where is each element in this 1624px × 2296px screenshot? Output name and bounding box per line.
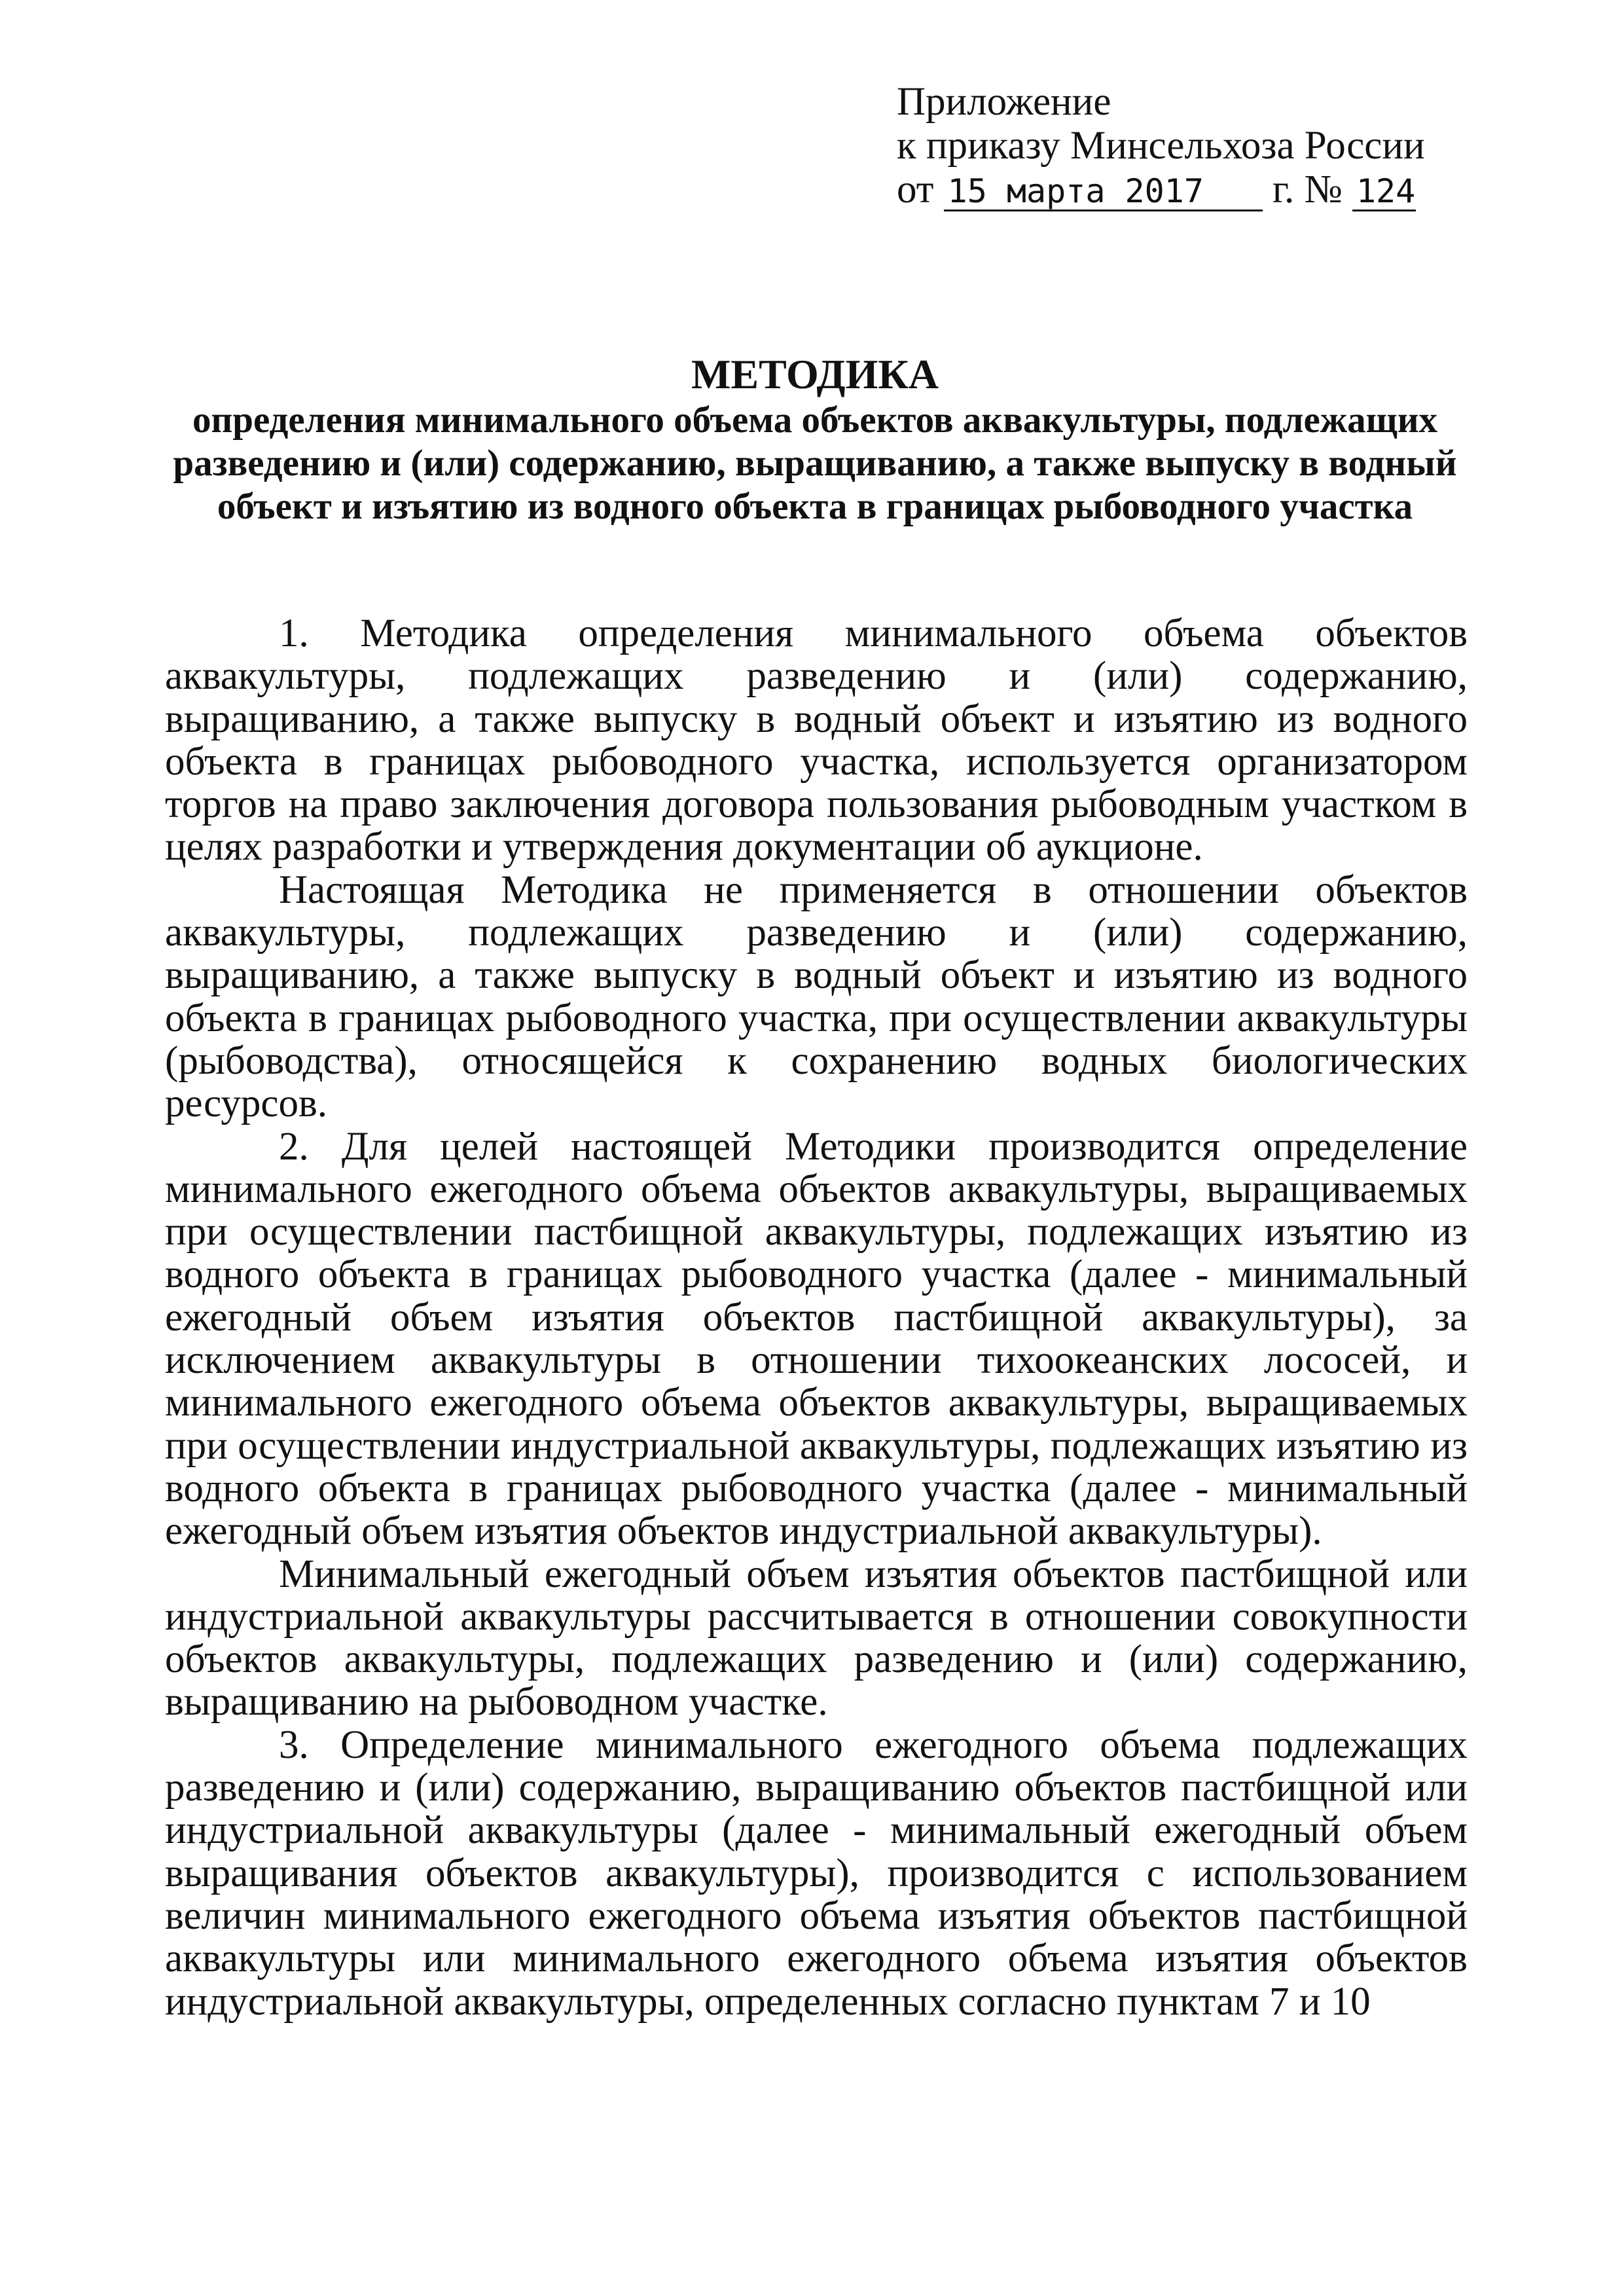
document-body	[165, 612, 1468, 2023]
order-date-line	[897, 168, 1486, 211]
date-prefix: от	[897, 168, 934, 211]
paragraph: Настоящая Методика не применяется в отношении объектов аквакультуры, подлежащих разведению и (или) содержанию, выращиванию, а также выпуску в водный объект и изъятию из водного объекта в границах рыбоводного участка, при осуществлении аквакультуры (рыбоводства), относящейся к сохранению водных биологических ресурсов.	[165, 867, 1468, 1126]
paragraph: 1. Методика определения минимального объема объектов аквакультуры, подлежащих разведению и (или) содержанию, выращиванию, а также выпуску в водный объект и изъятию из водного объекта в границах рыбоводного участка, используется организатором торгов на право заключения договора пользования рыбоводным участком в целях разработки и утверждения документации об аукционе.	[165, 611, 1468, 869]
appendix-header	[897, 80, 1486, 211]
paragraph: Минимальный ежегодный объем изъятия объектов пастбищной или индустриальной аквакультуры рассчитывается в отношении совокупности объектов аквакультуры, подлежащих разведению и (или) содержанию, выращиванию на рыбоводном участке.	[165, 1552, 1468, 1724]
title-subtitle: определения минимального объема объектов аквакультуры, подлежащих разведению и (или) содержанию, выращиванию, а также выпуску в водный объект и изъятию из водного объекта в границах рыбоводного участка	[173, 399, 1457, 527]
title-main: МЕТОДИКА	[691, 351, 939, 397]
order-number: 124	[1352, 173, 1416, 211]
number-label: г. №	[1272, 168, 1343, 211]
paragraph: 2. Для целей настоящей Методики производится определение минимального ежегодного объема объектов аквакультуры, выращиваемых при осуществлении пастбищной аквакультуры, подлежащих изъятию из водного объекта в границах рыбоводного участка (далее - минимальный ежегодный объем изъятия объектов пастбищной аквакультуры), за исключением аквакультуры в отношении тихоокеанских лососей, и минимального ежегодного объема объектов аквакультуры, выращиваемых при осуществлении индустриальной аквакультуры, подлежащих изъятию из водного объекта в границах рыбоводного участка (далее - минимальный ежегодный объем изъятия объектов индустриальной аквакультуры).	[165, 1124, 1468, 1554]
appendix-label: Приложение	[897, 80, 1111, 124]
paragraph: 3. Определение минимального ежегодного объема подлежащих разведению и (или) содержанию, выращиванию объектов пастбищной или индустриальной аквакультуры (далее - минимальный ежегодный объем выращивания объектов аквакультуры), производится с использованием величин минимального ежегодного объема изъятия объектов пастбищной аквакультуры или минимального ежегодного объема изъятия объектов индустриальной аквакультуры, определенных согласно пунктам 7 и 10	[165, 1722, 1468, 2024]
order-date: 15 марта 2017	[944, 173, 1263, 211]
document-title	[164, 350, 1466, 528]
order-reference: к приказу Минсельхоза России	[897, 124, 1425, 168]
